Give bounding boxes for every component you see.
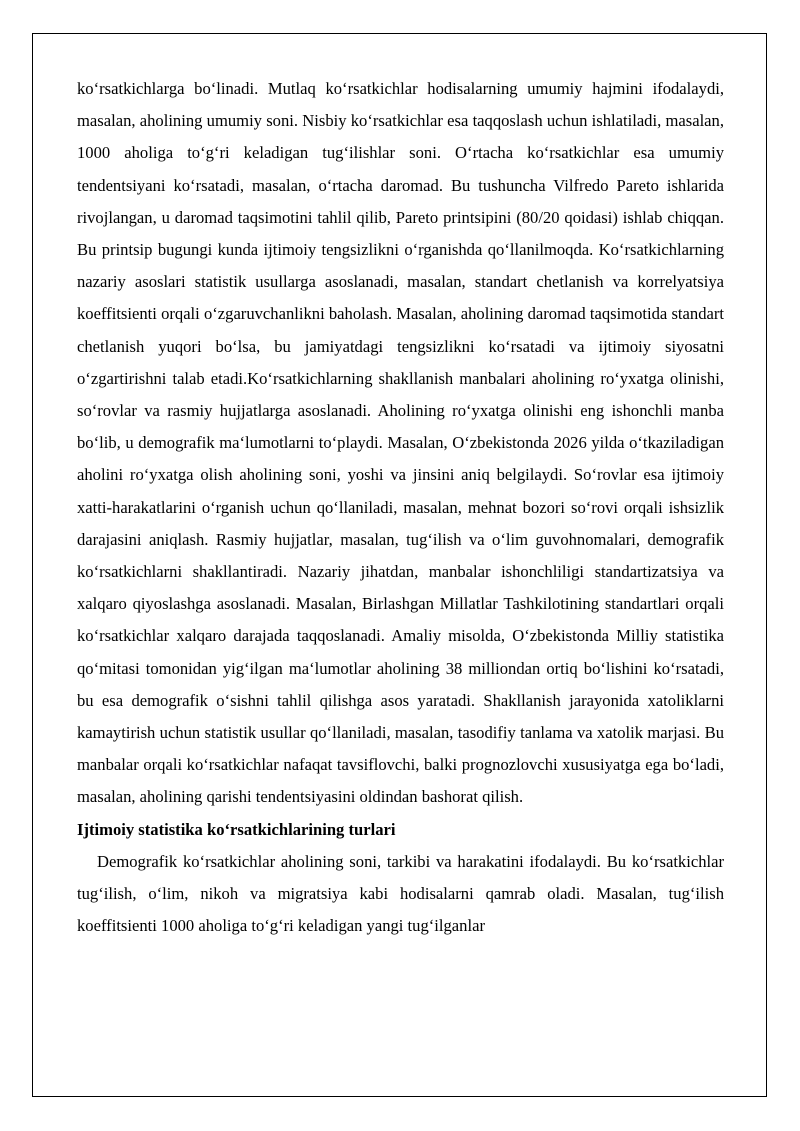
section-heading: Ijtimoiy statistika ko‘rsatkichlarining turlari bbox=[77, 819, 396, 839]
paragraph-continuation: ko‘rsatkichlarga bo‘linadi. Mutlaq ko‘rsatkichlar hodisalarning umumiy hajmini ifodalaydi, masalan, aholining umumiy soni. Nisbiy ko‘rsatkichlar esa taqqoslash uchun ishlatiladi, masalan, 1000 aholiga to‘g‘ri keladigan tug‘ilishlar soni. O‘rtacha ko‘rsatkichlar esa umumiy tendentsiyani ko‘rsatadi, masalan, o‘rtacha daromad. Bu tushuncha Vilfredo Pareto ishlarida rivojlangan, u daromad taqsimotini tahlil qilib, Pareto printsipini (80/20 qoidasi) ishlab chiqqan. Bu printsip bugungi kunda ijtimoiy tengsizlikni o‘rganishda qo‘llanilmoqda. Ko‘rsatkichlarning nazariy asoslari statistik usullarga asoslanadi, masalan, standart chetlanish va korrelyatsiya koeffitsienti orqali o‘zgaruvchanlikni baholash. Masalan, aholining daromad taqsimotida standart chetlanish yuqori bo‘lsa, bu jamiyatdagi tengsizlikni ko‘rsatadi va ijtimoiy siyosatni o‘zgartirishni talab etadi.Ko‘rsatkichlarning shakllanish manbalari aholining ro‘yxatga olinishi, so‘rovlar va rasmiy hujjatlarga asoslanadi. Aholining ro‘yxatga olinishi eng ishonchli manba bo‘lib, u demografik ma‘lumotlarni to‘playdi. Masalan, O‘zbekistonda 2026 yilda o‘tkaziladigan aholini ro‘yxatga olish aholining soni, yoshi va jinsini aniq belgilaydi. So‘rovlar esa ijtimoiy xatti-harakatlarini o‘rganish uchun qo‘llaniladi, masalan, mehnat bozori so‘rovi orqali ishsizlik darajasini aniqlash. Rasmiy hujjatlar, masalan, tug‘ilish va o‘lim guvohnomalari, demografik ko‘rsatkichlarni shakllantiradi. Nazariy jihatdan, manbalar ishonchliligi standartizatsiya va xalqaro qiyoslashga asoslanadi. Masalan, Birlashgan Millatlar Tashkilotining standartlari orqali ko‘rsatkichlar xalqaro darajada taqqoslanadi. Amaliy misolda, O‘zbekistonda Milliy statistika qo‘mitasi tomonidan yig‘ilgan ma‘lumotlar aholining 38 milliondan ortiq bo‘lishini ko‘rsatadi, bu esa demografik o‘sishni tahlil qilishga asos yaratadi. Shakllanish jarayonida xatoliklarni kamaytirish uchun statistik usullar qo‘llaniladi, masalan, tasodifiy tanlama va xatolik marjasi. Bu manbalar orqali ko‘rsatkichlar nafaqat tavsiflovchi, balki prognozlovchi xususiyatga ega bo‘ladi, masalan, aholining qarishi tendentsiyasini oldindan bashorat qilish. bbox=[77, 79, 724, 807]
document-body bbox=[77, 73, 724, 942]
paragraph-demographic: Demografik ko‘rsatkichlar aholining soni, tarkibi va harakatini ifodalaydi. Bu ko‘rsatkichlar tug‘ilish, o‘lim, nikoh va migratsiya kabi hodisalarni qamrab oladi. Masalan, tug‘ilish koeffitsienti 1000 aholiga to‘g‘ri keladigan yangi tug‘ilganlar bbox=[77, 851, 724, 936]
